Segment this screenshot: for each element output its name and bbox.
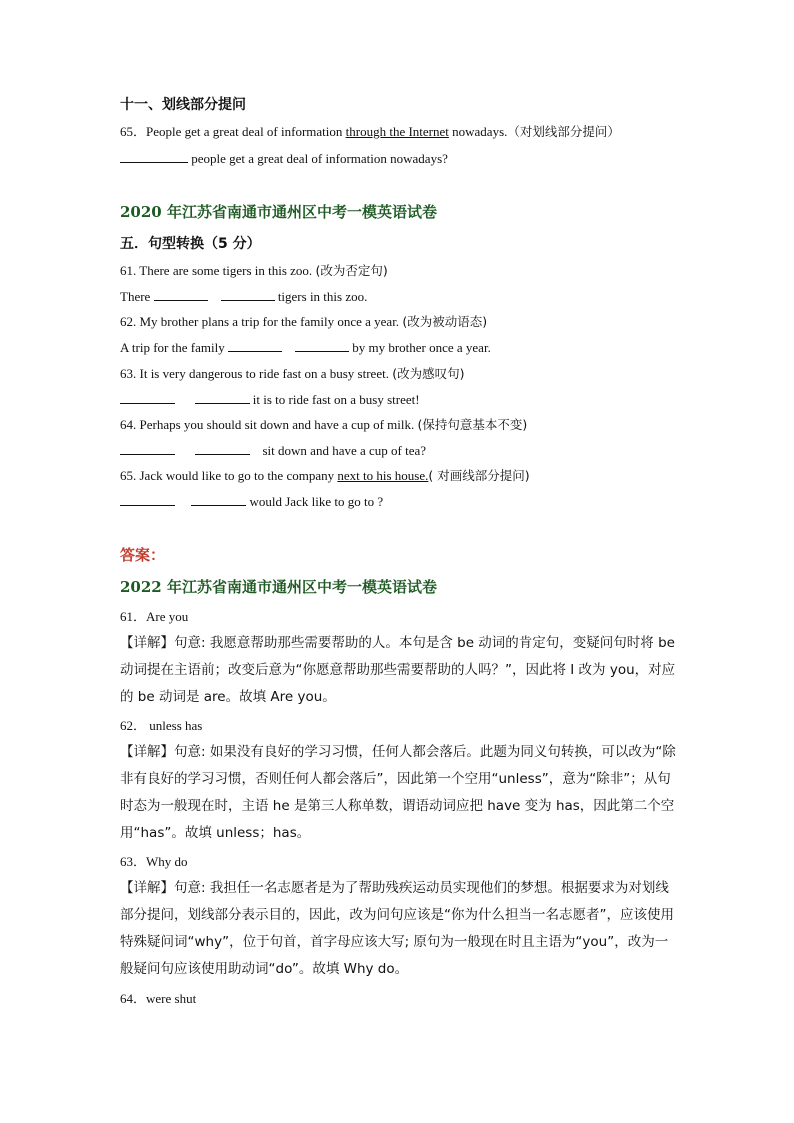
question-61-answer <box>120 288 367 306</box>
question-instruction: ( 对画线部分提问) <box>428 468 530 483</box>
answer-blank[interactable] <box>120 442 175 455</box>
question-text: 62. My brother plans a trip for the family once a year. <box>120 314 403 329</box>
question-instruction: (改为感叹句) <box>392 366 465 381</box>
answer-text: it is to ride fast on a busy street! <box>249 392 420 407</box>
question-instruction: (改为否定句) <box>315 263 388 278</box>
answer-blank[interactable] <box>221 288 275 301</box>
answers-heading: 答案： <box>120 546 166 564</box>
question-62-answer <box>120 339 491 357</box>
answer-blank[interactable] <box>120 493 175 506</box>
answer-61-detail: 【详解】句意: 我愿意帮助那些需要帮助的人。本句是含 be 动词的肯定句，变疑问句时将 be 动词提在主语前；改变后意为“你愿意帮助那些需要帮助的人吗？”，因此将 I 改为 you，对应的 be 动词是 are。故填 Are you。 <box>120 635 676 705</box>
question-text: 61. There are some tigers in this zoo. <box>120 263 316 278</box>
answer-text: A trip for the family <box>120 340 225 355</box>
question-instruction: （对划线部分提问） <box>507 124 620 139</box>
answer-blank[interactable] <box>120 150 188 163</box>
question-65-line-2020 <box>120 467 530 485</box>
answer-62-head: 62． unless has <box>120 718 203 733</box>
question-text: 65. Jack would like to go to the company <box>120 468 338 483</box>
answer-blank[interactable] <box>195 442 250 455</box>
answer-text: sit down and have a cup of tea? <box>259 443 427 458</box>
question-number: 65． <box>120 124 147 139</box>
answer-blank[interactable] <box>120 391 175 404</box>
question-63-line <box>120 365 464 383</box>
question-64-answer <box>120 442 426 460</box>
question-62-line <box>120 313 487 331</box>
question-instruction: (保持句意基本不变) <box>417 417 528 432</box>
answer-blank[interactable] <box>295 339 349 352</box>
question-63-answer <box>120 391 420 409</box>
answers-exam-title: 2022 年江苏省南通市通州区中考一模英语试卷 <box>120 578 437 596</box>
section-heading-5: 五．句型转换（5 分） <box>120 236 261 252</box>
answer-text: would Jack like to go to ? <box>246 494 384 509</box>
answer-blank[interactable] <box>191 493 246 506</box>
answer-text: by my brother once a year. <box>348 340 491 355</box>
section-heading-11: 十一、划线部分提问 <box>120 97 246 113</box>
answer-64-head: 64．were shut <box>120 991 197 1006</box>
question-text-end: nowadays. <box>448 124 508 139</box>
question-text: People get a great deal of information <box>146 124 346 139</box>
answer-text: tigers in this zoo. <box>274 289 368 304</box>
answer-blank[interactable] <box>228 339 282 352</box>
question-64-line <box>120 416 527 434</box>
underlined-phrase: next to his house. <box>337 468 429 483</box>
question-text: 63. It is very dangerous to ride fast on a busy street. <box>120 366 393 381</box>
answer-line <box>120 150 448 168</box>
underlined-phrase: through the Internet <box>345 124 449 139</box>
answer-line-text: people get a great deal of information nowadays? <box>188 151 448 166</box>
answer-63-head: 63．Why do <box>120 854 188 869</box>
question-61-line <box>120 262 388 280</box>
answer-blank[interactable] <box>154 288 208 301</box>
exam-title-2020: 2020 年江苏省南通市通州区中考一模英语试卷 <box>120 203 437 221</box>
question-65-line <box>120 123 620 141</box>
answer-blank[interactable] <box>195 391 250 404</box>
answer-63-detail: 【详解】句意: 我担任一名志愿者是为了帮助残疾运动员实现他们的梦想。根据要求为对划线部分提问，划线部分表示目的，因此，改为问句应该是“你为什么担当一名志愿者”，应该使用特殊疑问词“why”，位于句首，首字母应该大写; 原句为一般现在时且主语为“you”，改为一般疑问句应该使用助动词“do”。故填 Why do。 <box>120 880 674 977</box>
answer-text: There <box>120 289 151 304</box>
question-65-answer-2020 <box>120 493 383 511</box>
question-instruction: (改为被动语态) <box>402 314 488 329</box>
answer-61-head: 61．Are you <box>120 609 189 624</box>
answer-62-detail: 【详解】句意: 如果没有良好的学习习惯，任何人都会落后。此题为同义句转换，可以改为“除非有良好的学习习惯，否则任何人都会落后”，因此第一个空用“unless”，意为“除非”；从句时态为一般现在时，主语 he 是第三人称单数，谓语动词应把 have 变为 has，因此第二个空用“has”。故填 unless；has。 <box>120 744 676 841</box>
question-text: 64. Perhaps you should sit down and have a cup of milk. <box>120 417 418 432</box>
